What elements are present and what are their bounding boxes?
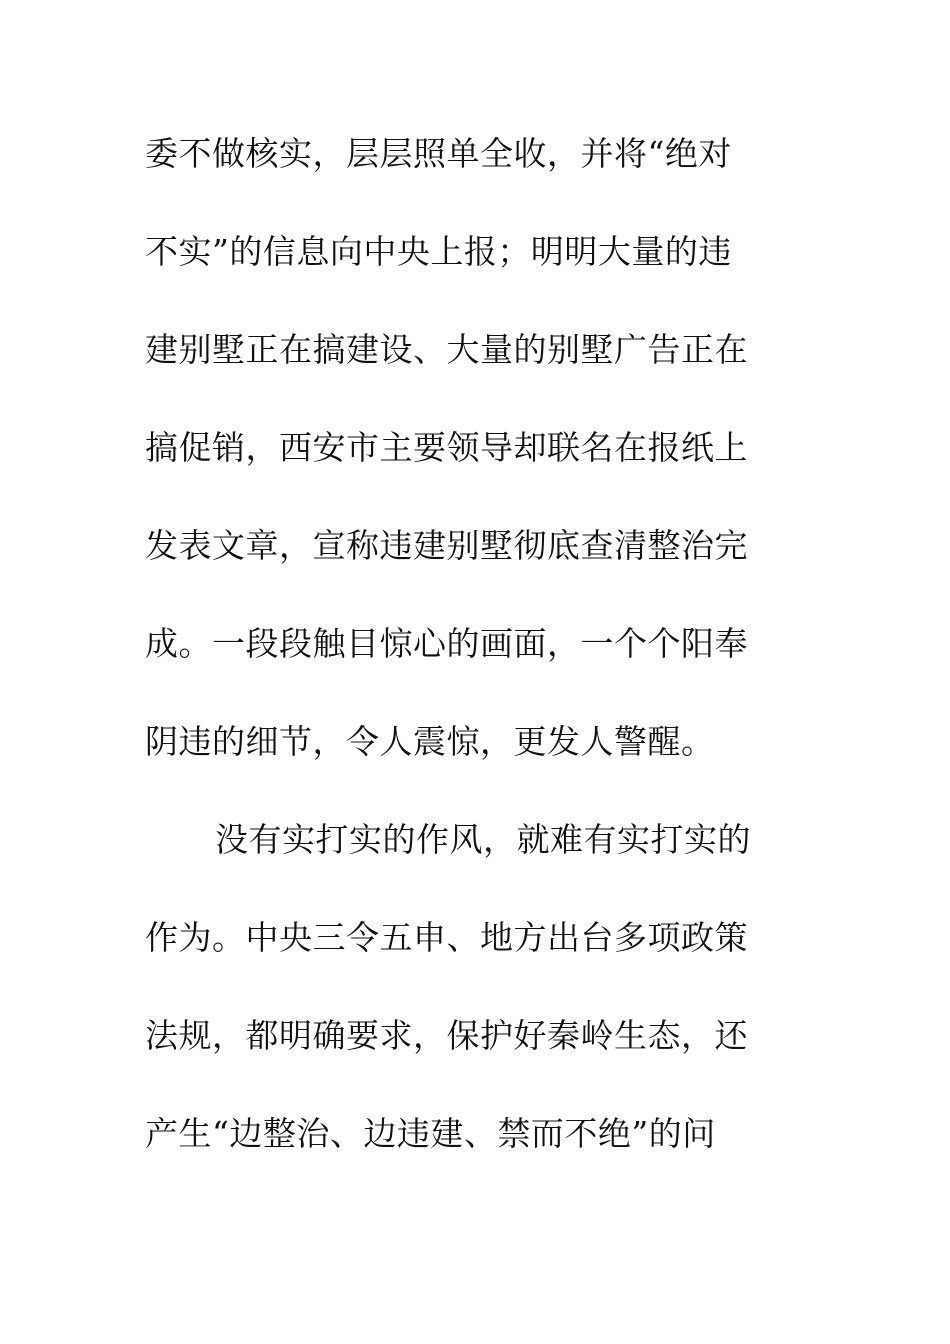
body-text xyxy=(145,124,785,1202)
text-line: 成。一段段触目惊心的画面，一个个阳奉 xyxy=(145,624,748,663)
text-line: 发表文章，宣称违建别墅彻底查清整治完 xyxy=(145,526,748,565)
text-line: 建别墅正在搞建设、大量的别墅广告正在 xyxy=(145,330,748,369)
text-line: 不实”的信息向中央上报；明明大量的违 xyxy=(145,232,732,271)
paragraph-first-line: 没有实打实的作风，就难有实打实的 xyxy=(215,820,751,859)
text-line: 搞促销，西安市主要领导却联名在报纸上 xyxy=(145,428,748,467)
text-line: 法规，都明确要求，保护好秦岭生态，还 xyxy=(145,1016,748,1055)
text-line: 产生“边整治、边违建、禁而不绝”的问 xyxy=(145,1114,716,1153)
text-line: 阴违的细节，令人震惊，更发人警醒。 xyxy=(145,722,715,761)
text-line: 委不做核实，层层照单全收，并将“绝对 xyxy=(145,134,732,173)
text-line: 作为。中央三令五申、地方出台多项政策 xyxy=(145,918,748,957)
